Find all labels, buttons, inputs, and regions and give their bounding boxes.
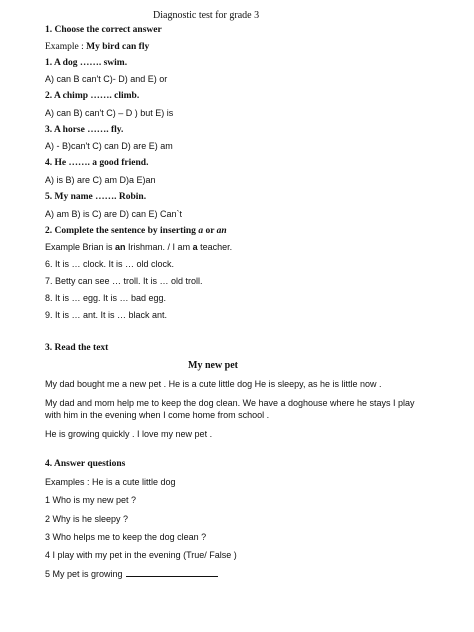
story-paragraph-3: He is growing quickly . I love my new pet . <box>45 429 213 439</box>
example-part: Irishman. / I am <box>125 242 193 252</box>
answer-question-5 <box>45 568 218 580</box>
story-paragraph-1: My dad bought me a new pet . He is a cute little dog He is sleepy, as he is little now . <box>45 379 382 389</box>
options-5: A) am B) is C) are D) can E) Can`t <box>45 209 183 219</box>
example-part: Example Brian is <box>45 242 116 252</box>
section4-example: Examples : He is a cute little dog <box>45 477 176 487</box>
answer-question-1: 1 Who is my new pet ? <box>45 495 137 505</box>
example-article: an <box>115 242 126 252</box>
sentence-9: 9. It is … ant. It is … black ant. <box>45 310 168 320</box>
options-4: A) is B) are C) am D)a E)an <box>45 175 156 185</box>
section2-heading <box>45 225 227 237</box>
answer-question-2: 2 Why is he sleepy ? <box>45 514 129 524</box>
story-title: My new pet <box>188 360 238 371</box>
section2-example <box>45 241 232 253</box>
question-5: 5. My name ……. Robin. <box>45 192 147 202</box>
example-label: Example : <box>45 42 87 52</box>
section3-heading: 3. Read the text <box>45 343 109 353</box>
example-text: My bird can fly <box>86 42 150 52</box>
story-paragraph-2: My dad and mom help me to keep the dog clean. We have a doghouse where he stays I play with him in the evening when I come home from school . <box>45 398 415 420</box>
question-4: 4. He ……. a good friend. <box>45 158 149 168</box>
article-a: a <box>198 226 204 236</box>
sentence-7: 7. Betty can see … troll. It is … old troll. <box>45 276 203 286</box>
options-1: A) can B can't C)- D) and E) or <box>45 74 168 84</box>
options-3: A) - B)can't C) can D) are E) am <box>45 141 173 151</box>
answer-question-4: 4 I play with my pet in the evening (True/ False ) <box>45 550 237 560</box>
answer-question-3: 3 Who helps me to keep the dog clean ? <box>45 532 207 542</box>
example-part: teacher. <box>197 242 233 252</box>
sentence-8: 8. It is … egg. It is … bad egg. <box>45 293 167 303</box>
question-1: 1. A dog ……. swim. <box>45 58 128 68</box>
example-article: a <box>192 242 198 252</box>
page-title: Diagnostic test for grade 3 <box>153 10 260 21</box>
answer-question-5-text: 5 My pet is growing <box>45 569 123 579</box>
section4-heading: 4. Answer questions <box>45 459 126 469</box>
article-an: an <box>216 226 227 236</box>
sentence-6: 6. It is … clock. It is … old clock. <box>45 259 175 269</box>
section2-heading-or: or <box>203 226 217 236</box>
question-2: 2. A chimp ……. climb. <box>45 91 140 101</box>
section1-heading: 1. Choose the correct answer <box>45 25 162 35</box>
section2-heading-text: 2. Complete the sentence by inserting <box>45 226 199 236</box>
question-3: 3. A horse ……. fly. <box>45 125 124 135</box>
options-2: A) can B) can't C) – D ) but E) is <box>45 108 174 118</box>
section1-example <box>45 41 149 53</box>
answer-blank[interactable] <box>126 568 218 577</box>
